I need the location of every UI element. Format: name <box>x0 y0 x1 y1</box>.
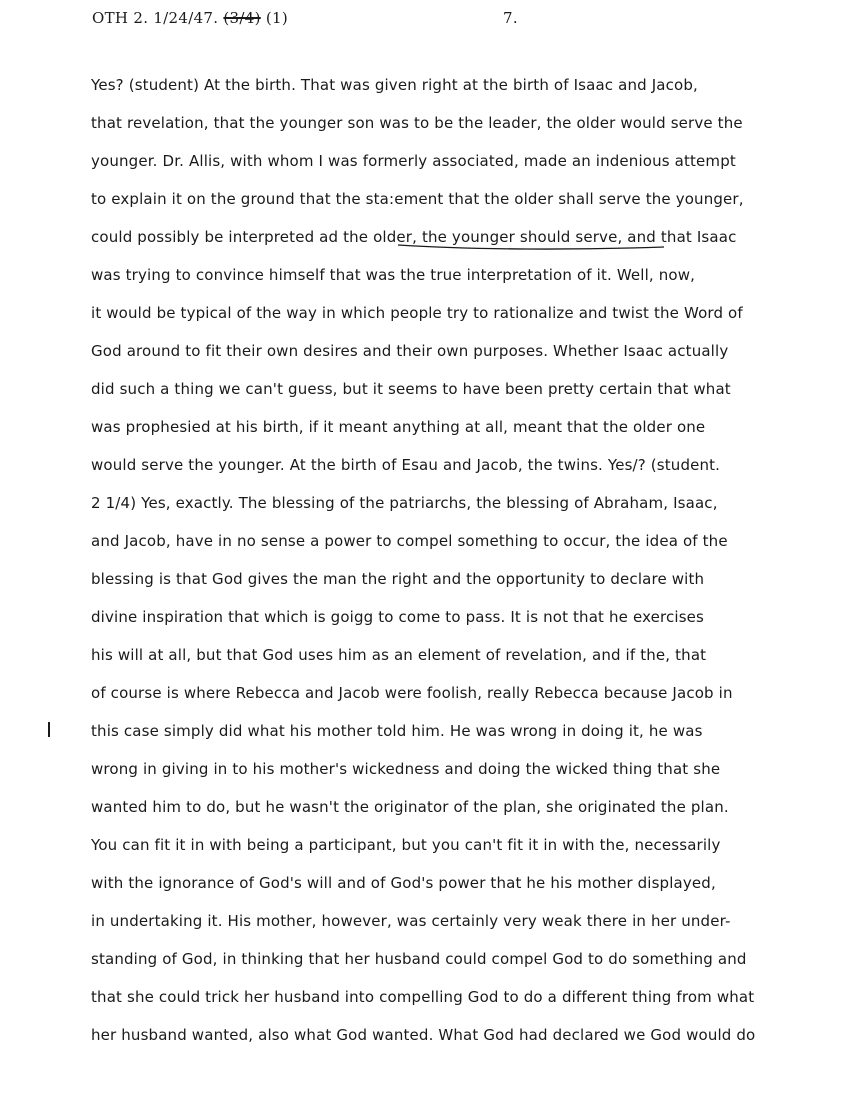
text-line: was trying to convince himself that was the true interpretation of it. Well, now, <box>91 266 696 284</box>
text-line: that revelation, that the younger son was to be the leader, the older would serve the <box>91 114 743 132</box>
text-line: God around to fit their own desires and their own purposes. Whether Isaac actually <box>91 342 729 360</box>
text-line: it would be typical of the way in which people try to rationalize and twist the Word of <box>91 304 743 322</box>
part-number: (1) <box>265 9 288 27</box>
text-line: and Jacob, have in no sense a power to compel something to occur, the idea of the <box>91 532 728 550</box>
text-line: wanted him to do, but he wasn't the originator of the plan, she originated the plan. <box>91 798 729 816</box>
text-line: that she could trick her husband into compelling God to do a different thing from what <box>91 988 755 1006</box>
text-line: You can fit it in with being a participant, but you can't fit it in with the, necessarily <box>91 836 721 854</box>
handwritten-underline <box>396 241 668 253</box>
text-line: her husband wanted, also what God wanted. What God had declared we God would do <box>91 1026 756 1044</box>
text-line: this case simply did what his mother told him. He was wrong in doing it, he was <box>91 722 703 740</box>
text-line: in undertaking it. His mother, however, was certainly very weak there in her under- <box>91 912 731 930</box>
text-line: Yes? (student) At the birth. That was given right at the birth of Isaac and Jacob, <box>91 76 698 94</box>
text-line: blessing is that God gives the man the right and the opportunity to declare with <box>91 570 705 588</box>
text-line: could possibly be interpreted ad the older, the younger should serve, and that Isaac <box>91 228 737 246</box>
page-number: 7. <box>503 9 518 27</box>
margin-mark <box>48 722 50 737</box>
text-line: standing of God, in thinking that her husband could compel God to do something and <box>91 950 747 968</box>
document-reference: OTH 2. 1/24/47. <box>92 9 219 27</box>
text-line: of course is where Rebecca and Jacob were foolish, really Rebecca because Jacob in <box>91 684 733 702</box>
text-line: divine inspiration that which is goigg to come to pass. It is not that he exercises <box>91 608 705 626</box>
text-line: to explain it on the ground that the sta:ement that the older shall serve the younger, <box>91 190 744 208</box>
struck-fraction: (3/4) <box>223 9 261 27</box>
text-line: was prophesied at his birth, if it meant anything at all, meant that the older one <box>91 418 706 436</box>
text-line: did such a thing we can't guess, but it seems to have been pretty certain that what <box>91 380 731 398</box>
text-line: 2 1/4) Yes, exactly. The blessing of the patriarchs, the blessing of Abraham, Isaac, <box>91 494 718 512</box>
text-line: would serve the younger. At the birth of Esau and Jacob, the twins. Yes/? (student. <box>91 456 721 474</box>
page-header <box>92 9 518 27</box>
text-line: with the ignorance of God's will and of God's power that he his mother displayed, <box>91 874 716 892</box>
text-line: younger. Dr. Allis, with whom I was formerly associated, made an indenious attempt <box>91 152 736 170</box>
text-line: wrong in giving in to his mother's wickedness and doing the wicked thing that she <box>91 760 721 778</box>
text-line: his will at all, but that God uses him as an element of revelation, and if the, that <box>91 646 707 664</box>
